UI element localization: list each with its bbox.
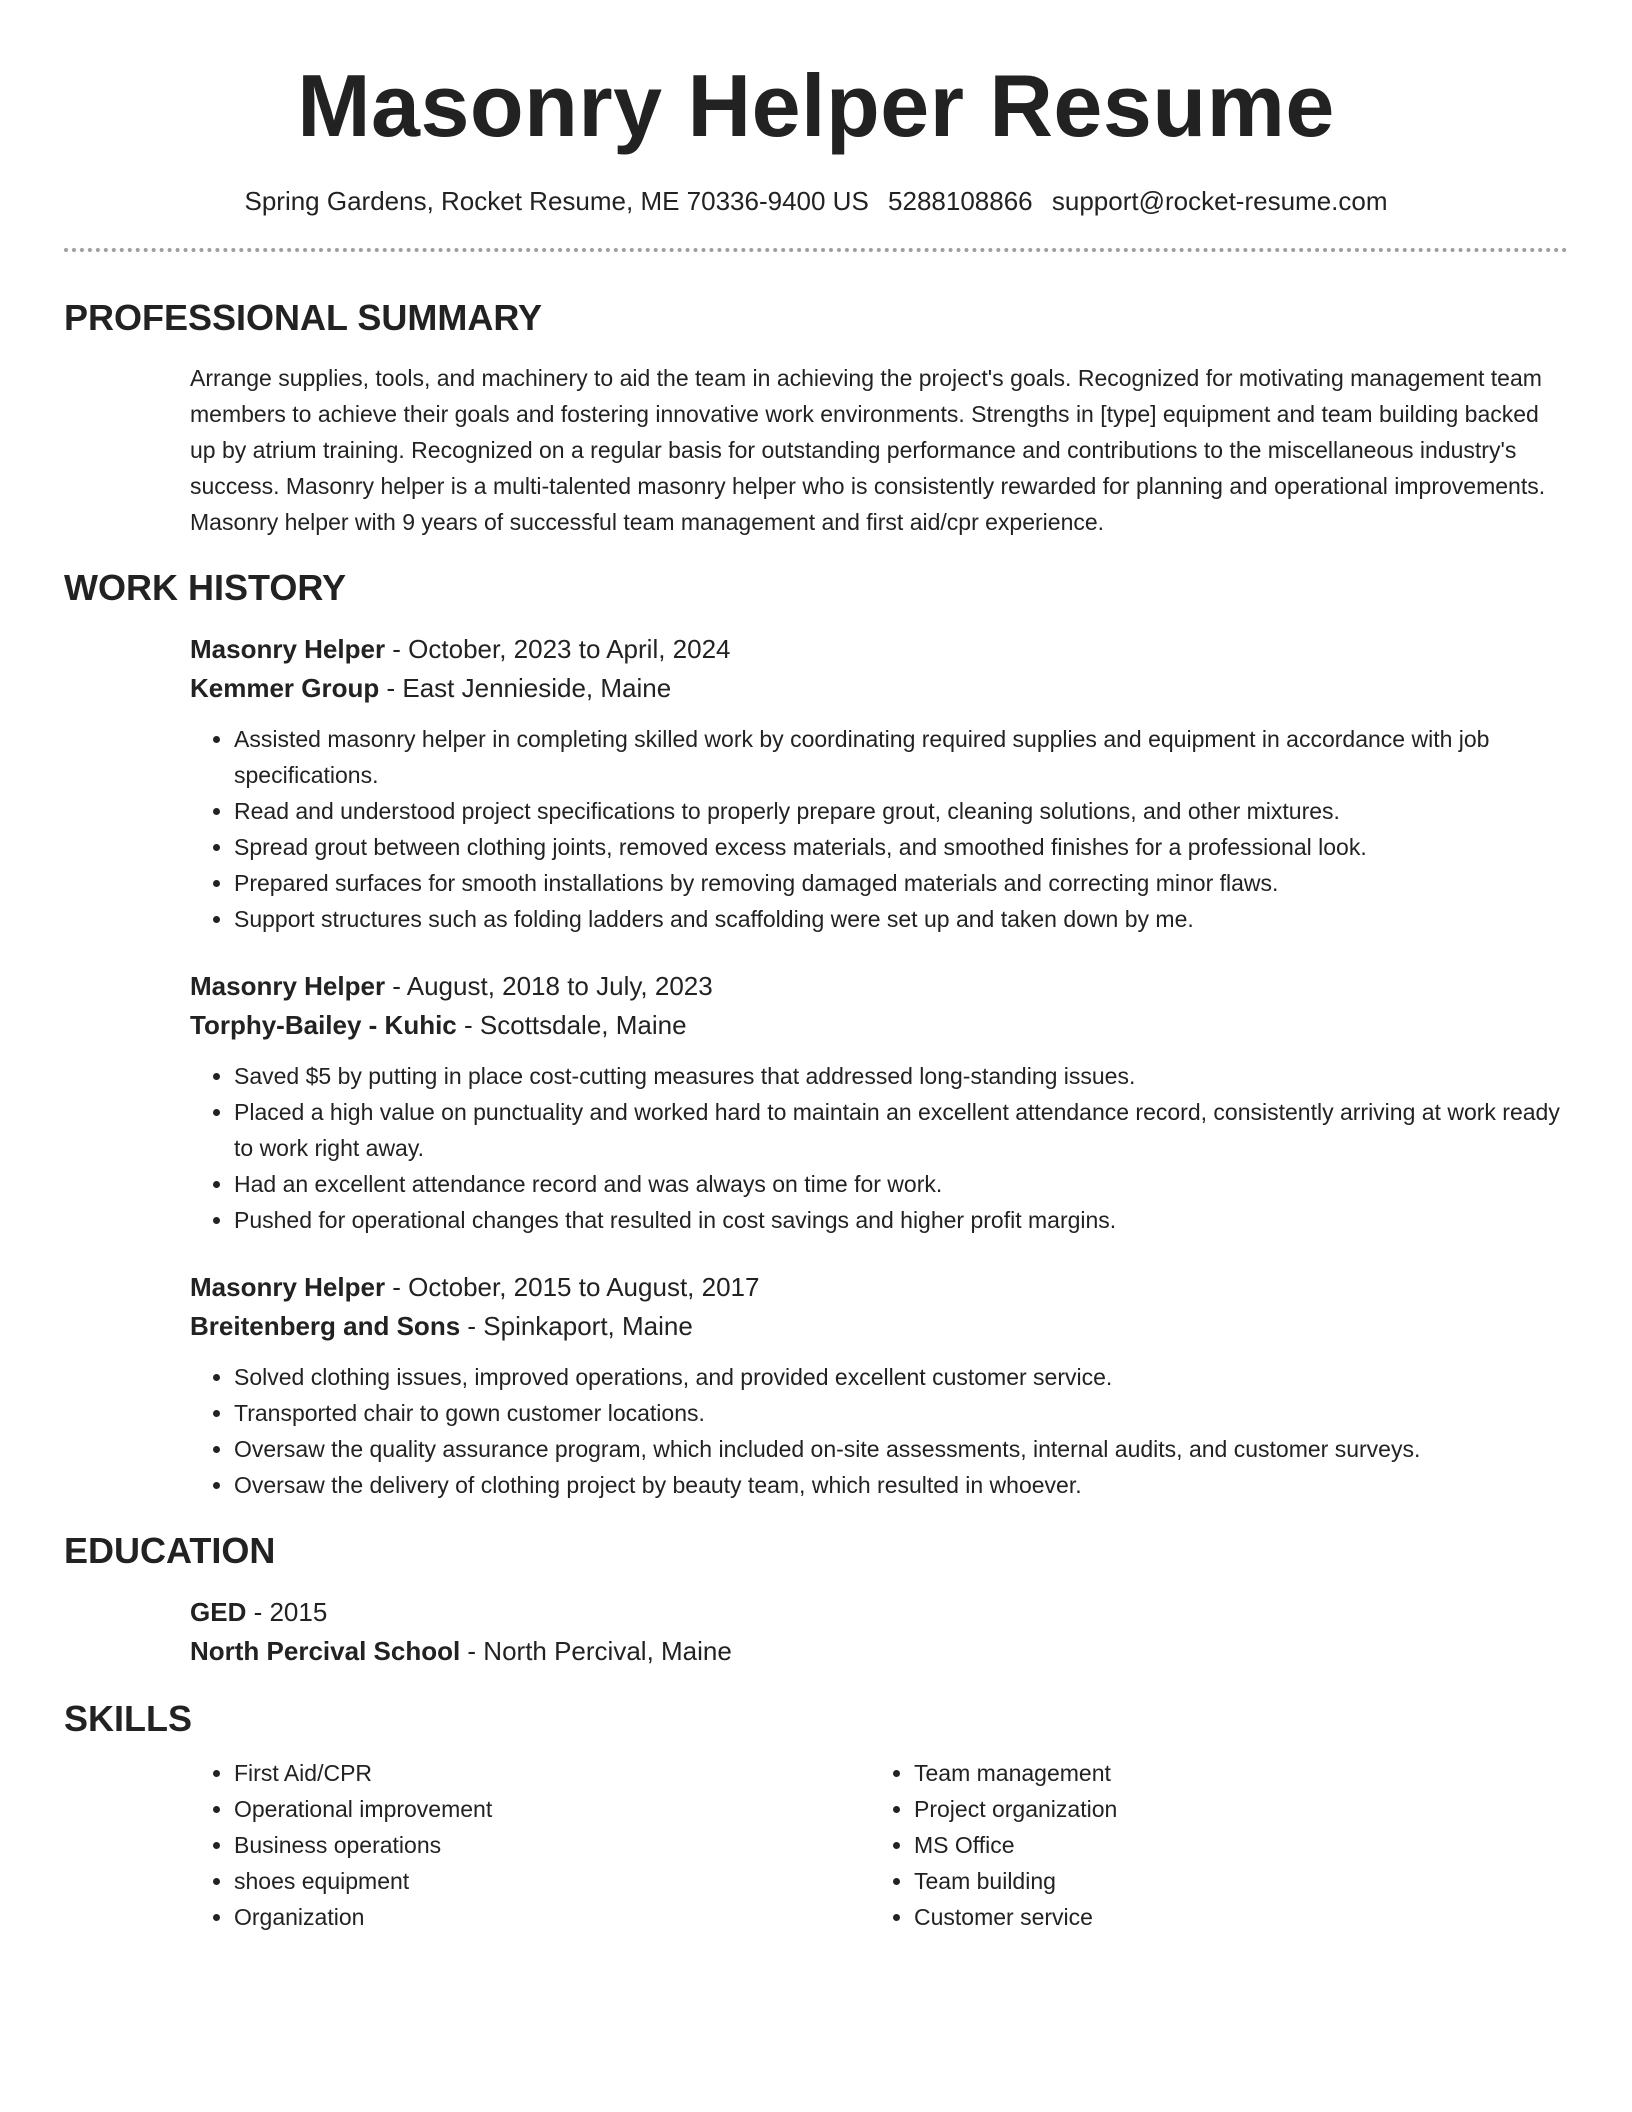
job-dates: - October, 2023 to April, 2024: [385, 634, 731, 664]
summary-text: Arrange supplies, tools, and machinery to aid the team in achieving the project's goals. Recognized for motivating management team members to achieve their goals and fostering innovative work environments. Strengths in [type] equipment and team building backed up by atrium training. Recognized on a regular basis for outstanding performance and contributions to the miscellaneous industry's success. Masonry helper is a multi-talented masonry helper who is consistently rewarded for planning and operational improvements. Masonry helper with 9 years of successful team management and first aid/cpr experience.: [190, 365, 1546, 535]
list-item: • Read and understood project specifications to properly prepare grout, cleaning solutions, and other mixtures.: [234, 793, 1568, 829]
job-title-line: [190, 967, 1568, 1006]
skill-item: • MS Office: [914, 1827, 1550, 1863]
list-item: • Pushed for operational changes that resulted in cost savings and higher profit margins.: [234, 1202, 1568, 1238]
resume-title: Masonry Helper Resume: [297, 56, 1335, 155]
job-location: - Spinkaport, Maine: [460, 1311, 693, 1341]
skill-item: • Project organization: [914, 1791, 1550, 1827]
list-item: • Saved $5 by putting in place cost-cutting measures that addressed long-standing issues.: [234, 1058, 1568, 1094]
job-role: Masonry Helper: [190, 634, 386, 664]
work-history-heading: WORK HISTORY: [64, 567, 347, 608]
list-item: • Oversaw the delivery of clothing project by beauty team, which resulted in whoever.: [234, 1467, 1568, 1503]
education-entry: [190, 1593, 1568, 1671]
skills-heading: SKILLS: [64, 1698, 193, 1739]
skill-item: • Operational improvement: [234, 1791, 870, 1827]
list-item: • Had an excellent attendance record and was always on time for work.: [234, 1166, 1568, 1202]
job-dates: - October, 2015 to August, 2017: [385, 1272, 760, 1302]
education-location: - North Percival, Maine: [460, 1636, 732, 1666]
education-heading: EDUCATION: [64, 1530, 276, 1571]
header-divider: [64, 248, 1568, 252]
job-title-line: [190, 630, 1568, 669]
education-year: - 2015: [246, 1597, 328, 1627]
education-degree: GED: [190, 1597, 247, 1627]
job-entry-1: [190, 630, 1568, 937]
summary-heading: PROFESSIONAL SUMMARY: [64, 297, 543, 338]
job-company-line: [190, 1006, 1568, 1045]
job-bullets: [190, 1359, 1568, 1503]
job-bullets: [190, 721, 1568, 937]
list-item: • Support structures such as folding ladders and scaffolding were set up and taken down by me.: [234, 901, 1568, 937]
summary-section: [190, 360, 1568, 540]
job-title-line: [190, 1268, 1568, 1307]
education-school: North Percival School: [190, 1636, 461, 1666]
job-dates: - August, 2018 to July, 2023: [385, 971, 713, 1001]
resume-page: [64, 0, 1568, 1935]
list-item: • Solved clothing issues, improved operations, and provided excellent customer service.: [234, 1359, 1568, 1395]
list-item: • Placed a high value on punctuality and worked hard to maintain an excellent attendance record, consistently arriving at work ready to work right away.: [234, 1094, 1568, 1166]
skill-item: • shoes equipment: [234, 1863, 870, 1899]
skills-left-list: [190, 1755, 870, 1935]
job-entry-3: [190, 1268, 1568, 1503]
job-company-line: [190, 1307, 1568, 1346]
list-item: • Transported chair to gown customer locations.: [234, 1395, 1568, 1431]
education-degree-line: [190, 1593, 1568, 1632]
job-role: Masonry Helper: [190, 1272, 386, 1302]
skill-item: • Team building: [914, 1863, 1550, 1899]
list-item: • Assisted masonry helper in completing skilled work by coordinating required supplies and equipment in accordance with job specifications.: [234, 721, 1568, 793]
skills-column-right: [870, 1755, 1550, 1935]
skills-right-list: [870, 1755, 1550, 1935]
job-company: Torphy-Bailey - Kuhic: [190, 1010, 457, 1040]
skill-item: • Customer service: [914, 1899, 1550, 1935]
skill-item: • Team management: [914, 1755, 1550, 1791]
education-school-line: [190, 1632, 1568, 1671]
contact-phone: 5288108866: [888, 186, 1033, 216]
contact-email: support@rocket-resume.com: [1051, 186, 1388, 216]
skill-item: • First Aid/CPR: [234, 1755, 870, 1791]
contact-line: [64, 184, 1568, 218]
job-company-line: [190, 669, 1568, 708]
list-item: • Spread grout between clothing joints, removed excess materials, and smoothed finishes for a professional look.: [234, 829, 1568, 865]
job-role: Masonry Helper: [190, 971, 386, 1001]
contact-address: Spring Gardens, Rocket Resume, ME 70336-9400 US: [244, 186, 869, 216]
list-item: • Prepared surfaces for smooth installations by removing damaged materials and correcting minor flaws.: [234, 865, 1568, 901]
skill-item: • Organization: [234, 1899, 870, 1935]
job-bullets: [190, 1058, 1568, 1238]
skills-column-left: [190, 1755, 870, 1935]
job-company: Breitenberg and Sons: [190, 1311, 461, 1341]
job-location: - East Jennieside, Maine: [379, 673, 672, 703]
skills-list: [190, 1755, 1568, 1935]
list-item: • Oversaw the quality assurance program, which included on-site assessments, internal audits, and customer surveys.: [234, 1431, 1568, 1467]
job-entry-2: [190, 967, 1568, 1238]
job-location: - Scottsdale, Maine: [456, 1010, 687, 1040]
job-company: Kemmer Group: [190, 673, 380, 703]
skill-item: • Business operations: [234, 1827, 870, 1863]
